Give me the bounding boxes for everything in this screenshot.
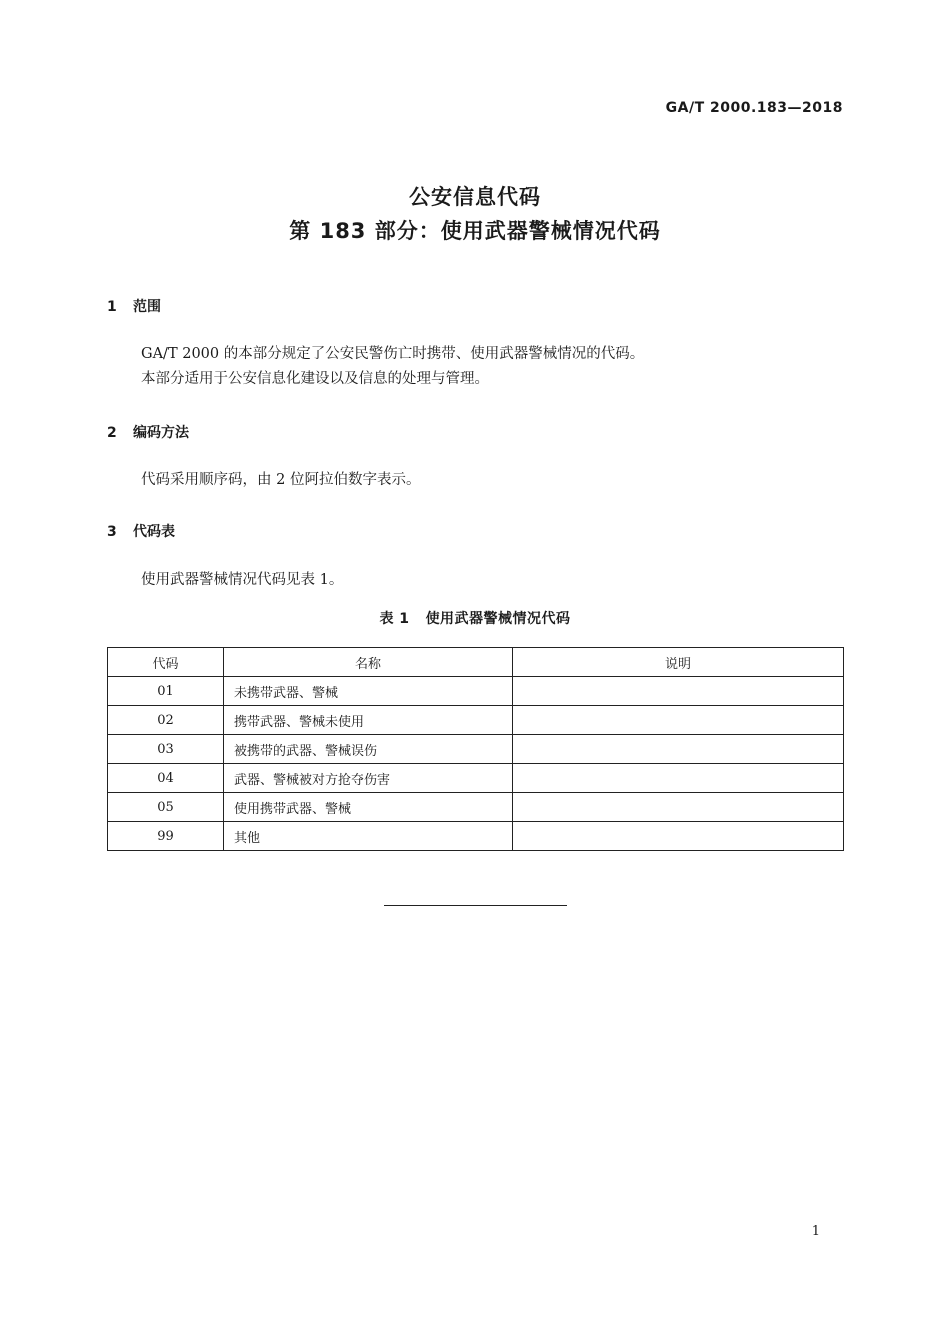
row-note	[513, 677, 844, 706]
section-heading-coding	[107, 422, 189, 442]
table-section-paragraph-1: 使用武器警械情况代码见表 1。	[141, 572, 344, 588]
coding-paragraph-1: 代码采用顺序码，由 2 位阿拉伯数字表示。	[141, 472, 421, 488]
section-title: 代码表	[133, 524, 175, 540]
section-heading-code-table	[107, 521, 175, 541]
table-row	[108, 735, 844, 764]
row-name: 携带武器、警械未使用	[224, 706, 513, 735]
row-note	[513, 793, 844, 822]
section-number: 3	[107, 524, 117, 540]
section-number: 1	[107, 299, 117, 315]
row-note	[513, 706, 844, 735]
table-caption-label: 表 1	[379, 611, 410, 627]
table-caption-title: 使用武器警械情况代码	[425, 611, 571, 627]
row-note	[513, 764, 844, 793]
row-code: 02	[108, 706, 224, 735]
end-of-document-rule	[384, 905, 567, 906]
row-code: 03	[108, 735, 224, 764]
table-caption	[0, 608, 950, 628]
scope-paragraph-2: 本部分适用于公安信息化建设以及信息的处理与管理。	[141, 371, 489, 387]
table-row	[108, 677, 844, 706]
title-line-1: 公安信息代码	[409, 185, 541, 209]
table-row	[108, 764, 844, 793]
row-name: 被携带的武器、警械误伤	[224, 735, 513, 764]
row-note	[513, 735, 844, 764]
row-name: 其他	[224, 822, 513, 851]
row-code: 05	[108, 793, 224, 822]
table-row	[108, 822, 844, 851]
row-name: 未携带武器、警械	[224, 677, 513, 706]
table-header-row	[108, 648, 844, 677]
table-row	[108, 706, 844, 735]
row-code: 01	[108, 677, 224, 706]
header-name: 名称	[224, 648, 513, 677]
row-note	[513, 822, 844, 851]
row-code: 99	[108, 822, 224, 851]
row-name: 使用携带武器、警械	[224, 793, 513, 822]
section-title: 范围	[133, 299, 161, 315]
page-number: 1	[811, 1224, 820, 1239]
header-note: 说明	[513, 648, 844, 677]
row-name: 武器、警械被对方抢夺伤害	[224, 764, 513, 793]
title-line-2: 第 183 部分：使用武器警械情况代码	[289, 219, 661, 243]
scope-paragraph-1: GA/T 2000 的本部分规定了公安民警伤亡时携带、使用武器警械情况的代码。	[141, 346, 645, 362]
row-code: 04	[108, 764, 224, 793]
standard-number: GA/T 2000.183—2018	[665, 100, 843, 116]
section-heading-scope	[107, 296, 161, 316]
section-title: 编码方法	[133, 425, 189, 441]
document-title	[0, 180, 950, 248]
section-number: 2	[107, 425, 117, 441]
code-table	[107, 647, 844, 851]
table-row	[108, 793, 844, 822]
header-code: 代码	[108, 648, 224, 677]
